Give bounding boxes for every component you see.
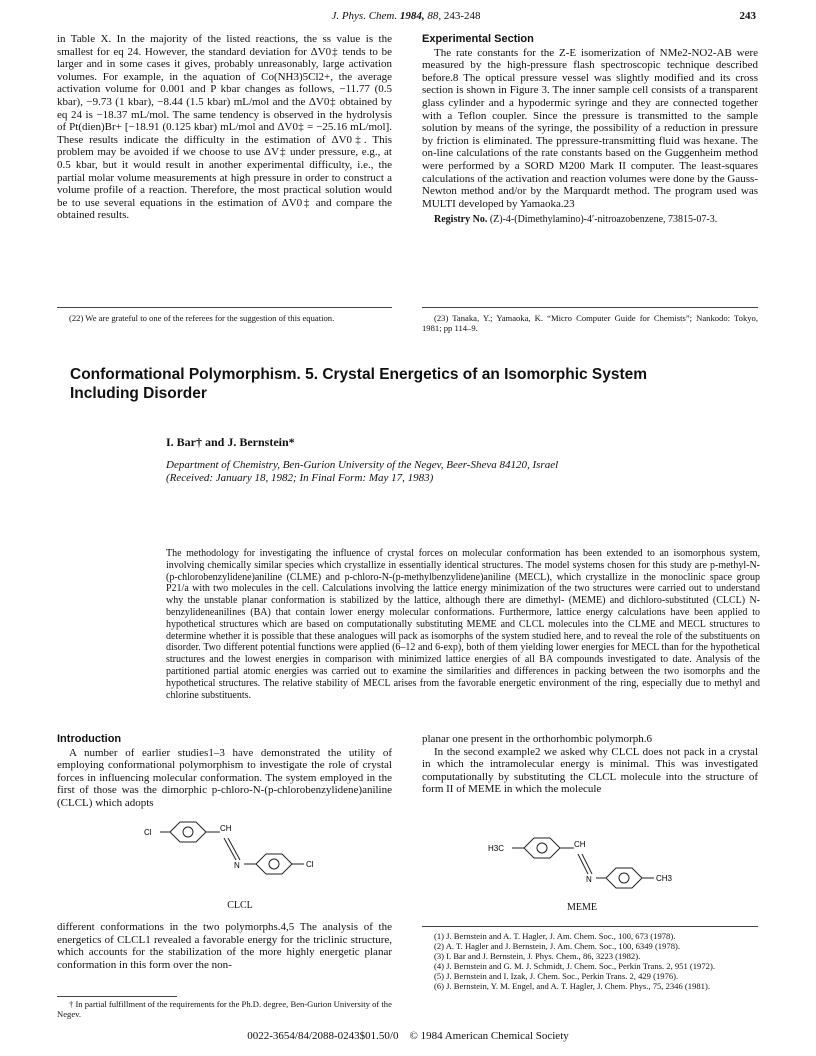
article-title [70, 365, 750, 403]
clcl-left-substituent: Cl [144, 828, 152, 837]
article-authors: I. Bar† and J. Bernstein* [166, 435, 295, 449]
reference-item: (3) I. Bar and J. Bernstein, J. Phys. Chem., 86, 3223 (1982). [434, 951, 641, 961]
article-code: 0022-3654/84/2088-0243$01.50/0 [247, 1030, 399, 1042]
article-title-line-1: Conformational Polymorphism. 5. Crystal Energetics of an Isomorphic System [70, 366, 648, 383]
reference-item: (4) J. Bernstein and G. M. J. Schmidt, J. Chem. Soc., Perkin Trans. 2, 951 (1972). [434, 961, 715, 971]
intro-right-paragraph-1: planar one present in the orthorhombic polymorph.6 [422, 733, 653, 745]
prev-article-left-column [57, 33, 392, 222]
meme-ch-label: CH [574, 840, 586, 849]
introduction-heading: Introduction [57, 733, 122, 745]
meme-structure-drawing [482, 836, 682, 900]
journal-name: J. Phys. Chem. [331, 10, 398, 22]
copyright-notice: © 1984 American Chemical Society [409, 1030, 569, 1042]
clcl-right-substituent: Cl [306, 860, 314, 869]
meme-left-substituent: H3C [488, 844, 505, 853]
running-header [56, 10, 756, 26]
affiliation-line: Department of Chemistry, Ben-Gurion University of the Negev, Beer-Sheva 84120, Israel [166, 459, 559, 471]
journal-volume: 88, [427, 10, 442, 22]
experimental-section-heading: Experimental Section [422, 33, 534, 45]
footnote-dagger: † In partial fulfillment of the requirements for the Ph.D. degree, Ben-Gurion University of the Negev. [57, 999, 392, 1019]
benzene-ring-right [256, 854, 292, 874]
reference-item: (6) J. Bernstein, Y. M. Engel, and A. T. Hagler, J. Chem. Phys., 75, 2346 (1981). [434, 981, 710, 991]
footnote-rule-right [422, 307, 758, 308]
meme-structure [482, 836, 682, 916]
page-footer [0, 1030, 816, 1042]
experimental-paragraph: The rate constants for the Z-E isomerization of NMe2-NO2-AB were measured by the high-pressure flash spectroscopic technique described before.8 The optical pressure vessel was slightly modified and its cross section is shown in Figure 3. The inner sample cell consists of a transparent glass cylinder and a hypodermic syringe and they are connected together with a Teflon coupler. Since the pressure is transmitted to the sample solution by means of the syringe, the possibility of a reduction in pressure by friction is eliminated. The ppressure-transmitting fluid was hexane. The on-line calculations of the rate constants based on the Guggenheim method were performed by a SORD M200 Mark II computer. The least-squares calculations of the activation and reaction volumes were done by the Gauss-Newton method and/or by the Marquardt method. The program used was MULTI developed by Yamaoka.23 [422, 46, 758, 210]
reference-item: (1) J. Bernstein and A. T. Hagler, J. Am. Chem. Soc., 100, 673 (1978). [434, 931, 676, 941]
meme-right-substituent: CH3 [656, 874, 673, 883]
reference-item: (2) A. T. Hagler and J. Bernstein, J. Am. Chem. Soc., 100, 6349 (1978). [434, 941, 681, 951]
registry-label: Registry No. [434, 214, 488, 226]
abstract: The methodology for investigating the influence of crystal forces on molecular conformation has been extended to an isomorphous system, involving chemically similar species which crystallize in essentially identical structures. The model systems chosen for this study are p-methyl-N-(p-chlorobenzylidene)aniline (CLME) and p-chloro-N-(p-methylbenzylidene)aniline (MECL), which crystallize in the monoclinic space group P21/a with two molecules in the cell. Calculations involving the lattice energy minimization of the two structures were carried out to understand why the unstable planar conformation is stabilized by the lattice, although there are dimethyl- (MEME) and dichloro-substituted (CLCL) N-benzylideneanilines (BA) that contain lower energy molecular conformations. Furthermore, lattice energy calculations have been applied to hypothetical structures which are based on computationally substituting MEME and CLCL molecules into the CLME and MECL structures to determine whether it is possible that these analogues will pack as isomorphs of the system studied here, and to reveal the role of the substituents on disorder. Two different potential functions were applied (6–12 and 6-exp), both of them yielding lower energies for MECL than for the hypothetical structures and the lowest energies in comparison with minimized lattice energies of all BA compounds investigated to date. Analysis of the partitioned partial atomic energies was carried out to examine the similarities and differences in packing between the two isomorphs and the hypothetical structures. The relative stability of MECL arises from the favorable energetic environment of the ring, especially due to methyl and chlorine substituents. [166, 548, 760, 701]
received-dates: (Received: January 18, 1982; In Final Form: May 17, 1983) [166, 471, 434, 484]
meme-n-label: N [586, 875, 592, 884]
clcl-n-label: N [234, 861, 240, 870]
references-list [422, 931, 758, 991]
prev-article-paragraph: in Table X. In the majority of the listed reactions, the ss value is the smallest for eq 24. However, the standard deviation for ΔV0‡ tends to be larger and in some cases it gives, probably unreasonably, large activation volumes. For example, in the aquation of Co(NH3)5Cl2+, the average activation volume for 0.001 and P kbar changes as follows, −11.77 (0.5 kbar), −9.73 (1 kbar), −8.44 (1.5 kbar) mL/mol and the ΔV0‡ obtained by eq 24 is −18.37 mL/mol. The same tendency is observed in the hydrolysis of Pt(dien)Br+ [−18.91 (0.125 kbar) mL/mol and ΔV0‡ = −25.16 mL/mol]. These results indicate the difficulty in the estimation of ΔV0‡. This problem may be avoided if we choose to use ΔV‡ under pressure, e.g., at 0.5 kbar, but it would result in another experimental difficulty, i.e., the partial molar volume measurements at high pressure in order to construct a volume profile of a reaction. Therefore, the most practical solution would be to use several equations in the estimation of ΔV0‡ and compare the obtained results. [57, 33, 392, 222]
journal-citation [56, 10, 756, 22]
intro-left-continued [57, 921, 392, 971]
clcl-structure [140, 818, 340, 911]
benzene-ring-right [606, 868, 642, 888]
meme-label: MEME [567, 902, 597, 913]
benzene-ring-left [170, 822, 206, 842]
clcl-label: CLCL [227, 900, 253, 911]
clcl-ch-label: CH [220, 824, 232, 833]
article-title-line-2: Including Disorder [70, 385, 207, 402]
intro-left-column [57, 733, 392, 810]
journal-pages: 243-248 [443, 10, 481, 22]
footnote-22: (22) We are grateful to one of the referees for the suggestion of this equation. [69, 313, 335, 323]
registry-line [422, 214, 758, 227]
journal-year: 1984, [399, 10, 425, 22]
intro-right-column [422, 733, 758, 796]
page-number: 243 [739, 10, 756, 22]
benzene-ring-left [524, 838, 560, 858]
article-affiliation [166, 459, 726, 484]
footnote-23: (23) Tanaka, Y.; Yamaoka, K. “Micro Computer Guide for Chemists”; Nankodo: Tokyo, 1981; pp 114–9. [422, 313, 758, 333]
intro-paragraph-1: A number of earlier studies1–3 have demonstrated the utility of employing conformational polymorphism to investigate the role of crystal forces in influencing molecular conformation. The system employed in the first of those was the dimorphic p-chloro-N-(p-chlorobenzylidene)aniline (CLCL) which adopts [57, 746, 392, 809]
footnote-rule-left [57, 307, 392, 308]
footnote-rule-dagger [57, 996, 177, 997]
references-rule [422, 926, 758, 927]
clcl-structure-drawing [140, 818, 340, 898]
intro-right-paragraph-2: In the second example2 we asked why CLCL does not pack in a crystal in which the intramolecular energy is minimal. This was investigated computationally by substituting the CLCL molecule into the structure of form II of MEME in which the molecule [422, 745, 758, 796]
intro-paragraph-2: different conformations in the two polymorphs.4,5 The analysis of the energetics of CLCL1 revealed a favorable energy for the triclinic structure, which accounts for the stabilization of the more highly energetic planar conformation in this form over the non- [57, 921, 392, 971]
registry-text: (Z)-4-(Dimethylamino)-4′-nitroazobenzene, 73815-07-3. [489, 214, 718, 226]
prev-article-right-column [422, 33, 758, 227]
reference-item: (5) J. Bernstein and I. Izak, J. Chem. Soc., Perkin Trans. 2, 429 (1976). [434, 971, 679, 981]
